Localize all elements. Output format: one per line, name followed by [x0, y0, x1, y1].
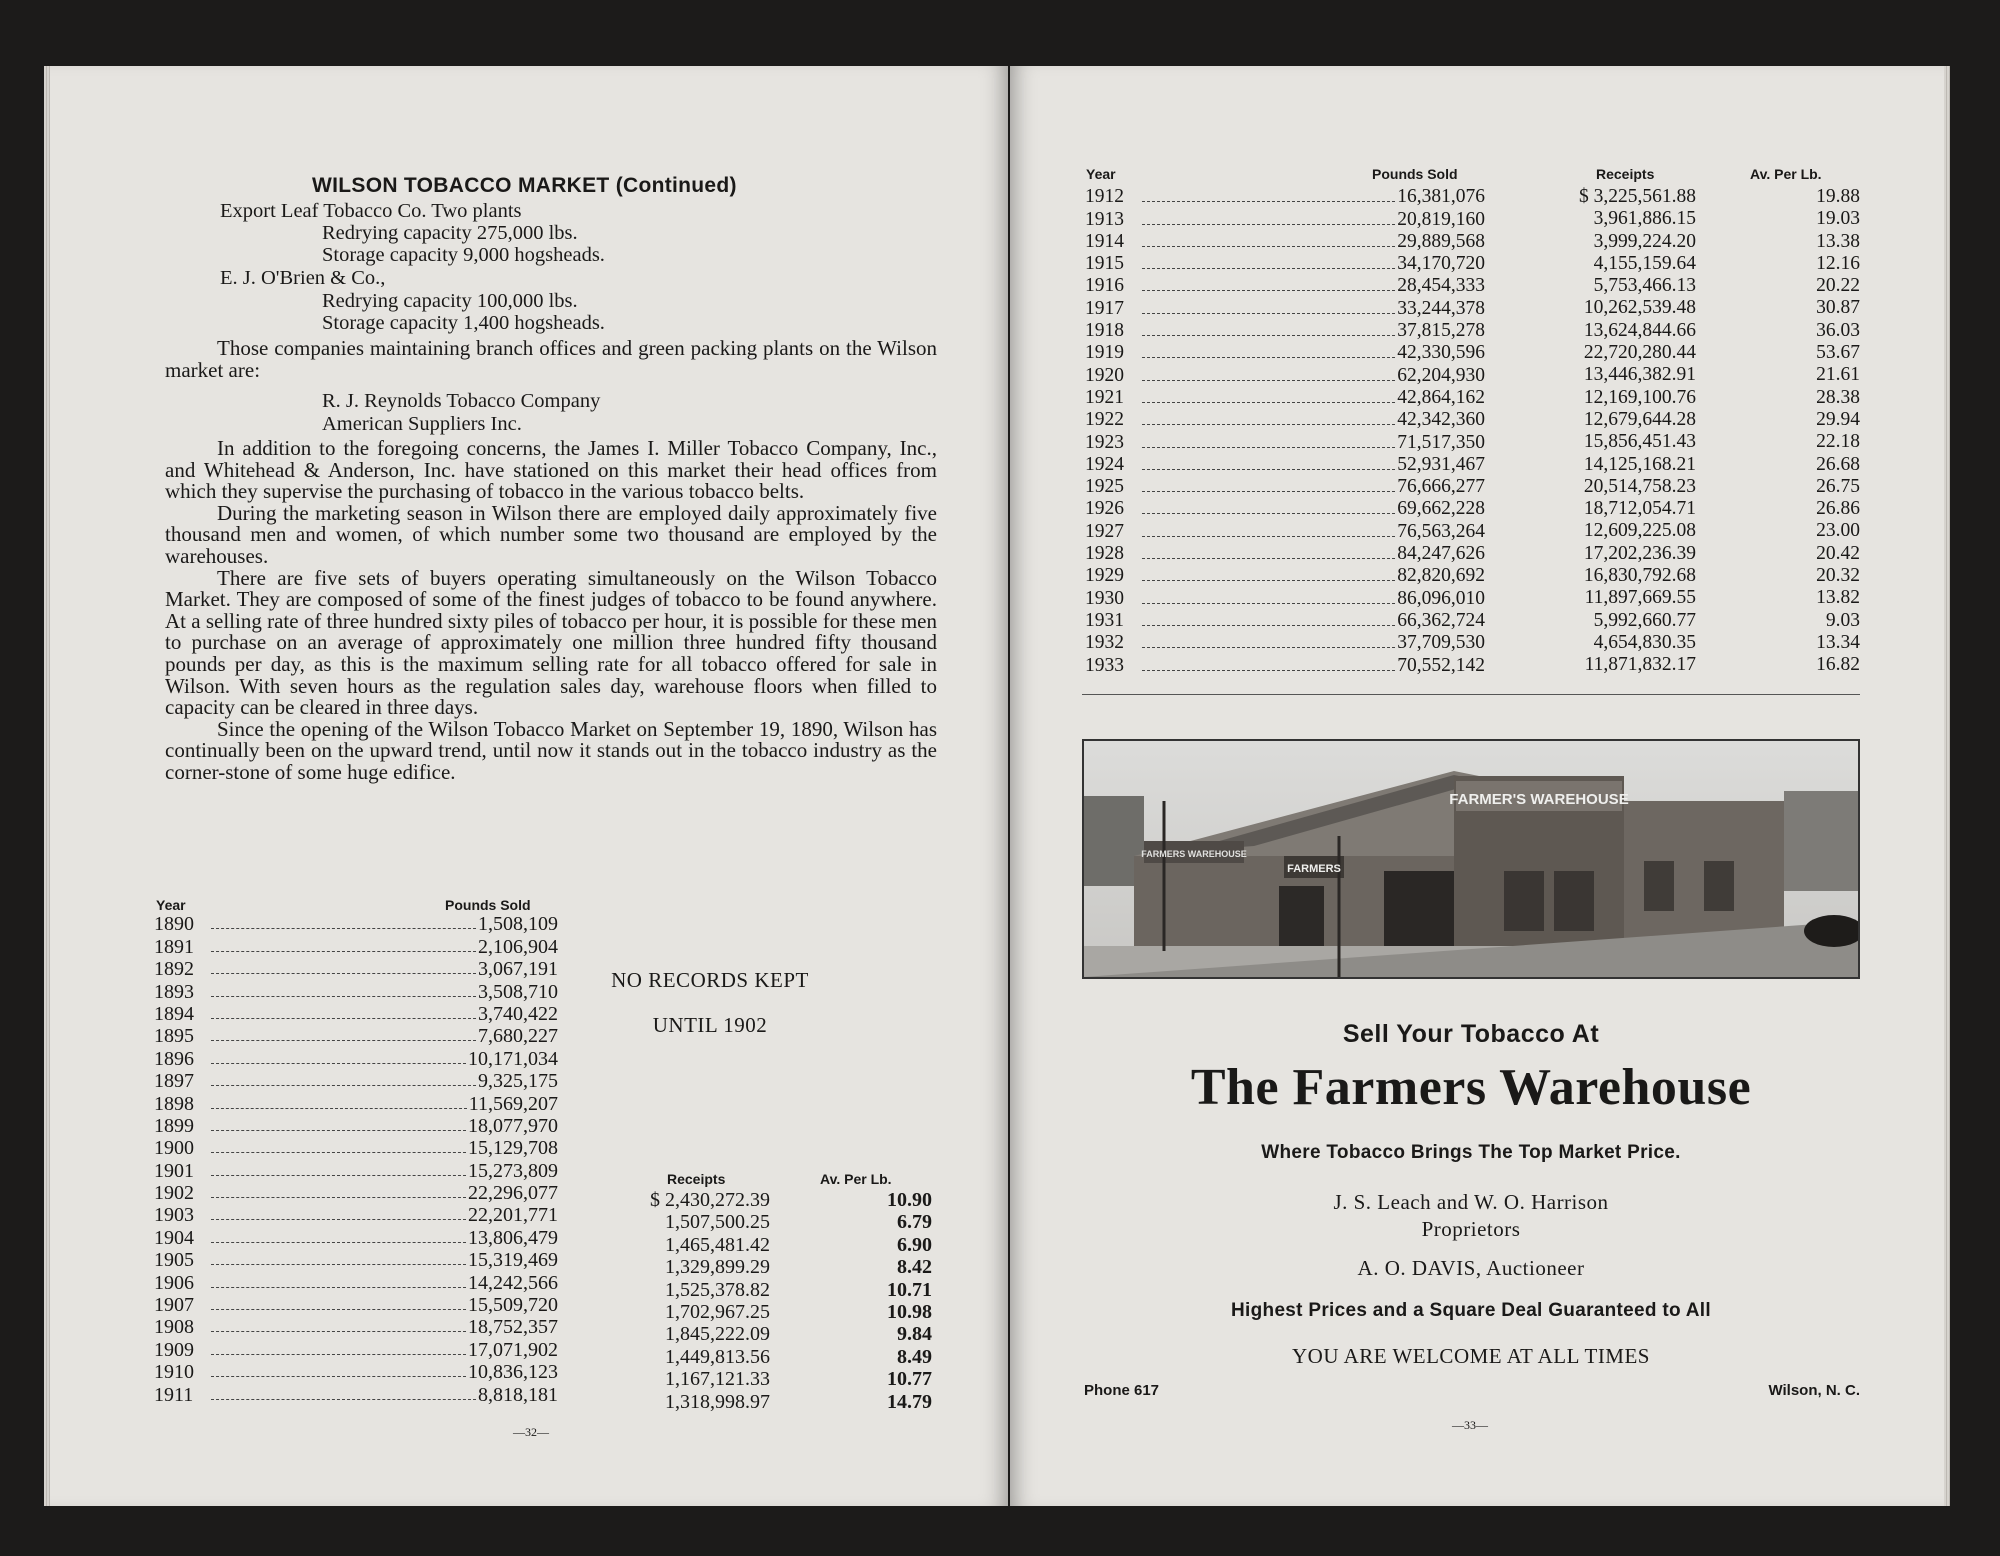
dot-leader — [1142, 268, 1395, 269]
dot-leader — [211, 1219, 466, 1220]
table-row — [1085, 454, 1485, 476]
table-row — [1085, 431, 1485, 453]
year-cell: 1898 — [154, 1092, 194, 1115]
table-row — [1085, 632, 1485, 654]
avg-cell: 20.32 — [1816, 565, 1860, 587]
table-row — [154, 1294, 558, 1316]
pounds-cell: 10,171,034 — [468, 1047, 558, 1070]
avg-cell: 23.00 — [1816, 520, 1860, 542]
avg-cell: 13.82 — [1816, 587, 1860, 609]
dot-leader — [211, 951, 476, 952]
receipts-cell: 12,679,644.28 — [1583, 408, 1696, 430]
year-cell: 1923 — [1085, 431, 1124, 453]
table-row — [154, 1316, 558, 1338]
ad-proprietors-names: J. S. Leach and W. O. Harrison — [1333, 1190, 1609, 1214]
pounds-cell: 22,296,077 — [468, 1182, 558, 1205]
body-paragraphs — [165, 438, 937, 784]
avg-cell: 16.82 — [1816, 654, 1860, 676]
receipts-cell: 5,992,660.77 — [1593, 609, 1696, 631]
dot-leader — [211, 973, 476, 974]
dot-leader — [211, 1309, 466, 1310]
receipts-cell: 20,514,758.23 — [1583, 475, 1696, 497]
receipts-cell: 1,329,899.29 — [665, 1256, 770, 1279]
receipts-cell: 18,712,054.71 — [1583, 498, 1696, 520]
pounds-cell: 76,666,277 — [1397, 476, 1485, 498]
avg-cell: 10.71 — [887, 1278, 932, 1301]
branch-company-2: American Suppliers Inc. — [322, 413, 522, 435]
left-header-receipts: Receipts — [667, 1171, 726, 1187]
table-row — [1085, 297, 1485, 319]
year-cell: 1913 — [1085, 208, 1124, 230]
table-row — [154, 1338, 558, 1360]
pounds-cell: 17,071,902 — [468, 1338, 558, 1361]
ad-title: The Farmers Warehouse — [1190, 1059, 1752, 1116]
avg-cell: 13.38 — [1816, 230, 1860, 252]
right-page-number: —33— — [1452, 1418, 1488, 1432]
year-cell: 1892 — [154, 958, 194, 981]
paragraph-1: In addition to the foregoing concerns, the James I. Miller Tobacco Company, Inc., and Whitehead & Anderson, Inc. have stationed on this market their head offices from which they supervise the purchasing of tobacco in the various tobacco belts. — [165, 436, 937, 504]
paragraph-4: Since the opening of the Wilson Tobacco Market on September 19, 1890, Wilson has continually been on the upward trend, until now it stands out in the tobacco industry as the corner-stone of some huge edifice. — [165, 716, 937, 784]
year-cell: 1919 — [1085, 342, 1124, 364]
table-row — [154, 935, 558, 957]
year-cell: 1925 — [1085, 476, 1124, 498]
pounds-cell: 18,077,970 — [468, 1114, 558, 1137]
receipts-cell: 1,318,998.97 — [665, 1390, 770, 1413]
receipts-cell: 16,830,792.68 — [1583, 565, 1696, 587]
dot-leader — [1142, 491, 1395, 492]
dot-leader — [1142, 469, 1395, 470]
dot-leader — [211, 1354, 466, 1355]
receipts-cell: 17,202,236.39 — [1583, 542, 1696, 564]
pounds-cell: 82,820,692 — [1397, 565, 1485, 587]
pounds-cell: 62,204,930 — [1397, 364, 1485, 386]
right-pounds-table — [1085, 186, 1485, 677]
receipts-cell: 15,856,451.43 — [1583, 431, 1696, 453]
dot-leader — [211, 1063, 466, 1064]
pounds-cell: 34,170,720 — [1397, 253, 1485, 275]
right-page-edge — [1944, 66, 1950, 1506]
receipts-cell: 14,125,168.21 — [1583, 453, 1696, 475]
photo-sign-main: FARMER'S WAREHOUSE — [1449, 791, 1629, 808]
year-cell: 1900 — [154, 1137, 194, 1160]
avg-cell: 9.84 — [897, 1323, 932, 1346]
year-cell: 1908 — [154, 1316, 194, 1339]
avg-cell: 19.03 — [1816, 208, 1860, 230]
right-header-avg: Av. Per Lb. — [1750, 166, 1822, 182]
receipts-cell: $ 3,225,561.88 — [1579, 186, 1696, 207]
table-row — [1085, 654, 1485, 676]
receipts-cell: 4,155,159.64 — [1593, 252, 1696, 274]
year-cell: 1920 — [1085, 364, 1124, 386]
receipts-cell: 3,961,886.15 — [1593, 208, 1696, 230]
dot-leader — [211, 1152, 466, 1153]
year-cell: 1924 — [1085, 453, 1124, 475]
receipts-cell: 1,845,222.09 — [665, 1323, 770, 1346]
pounds-cell: 37,709,530 — [1397, 632, 1485, 654]
avg-cell: 10.90 — [887, 1189, 932, 1211]
dot-leader — [1142, 402, 1395, 403]
pounds-cell: 22,201,771 — [468, 1204, 558, 1227]
left-header-pounds: Pounds Sold — [445, 897, 531, 913]
avg-cell: 36.03 — [1816, 319, 1860, 341]
right-receipts-column — [1500, 186, 1696, 677]
pounds-cell: 69,662,228 — [1397, 498, 1485, 520]
pounds-cell: 66,362,724 — [1397, 609, 1485, 631]
right-header-year: Year — [1086, 166, 1116, 182]
dot-leader — [1142, 603, 1395, 604]
right-header-pounds: Pounds Sold — [1372, 166, 1458, 182]
pounds-cell: 11,569,207 — [468, 1092, 558, 1115]
table-row — [1085, 476, 1485, 498]
receipts-cell: 3,999,224.20 — [1593, 230, 1696, 252]
pounds-cell: 70,552,142 — [1397, 654, 1485, 676]
pounds-cell: 13,806,479 — [468, 1226, 558, 1249]
dot-leader — [211, 1331, 466, 1332]
dot-leader — [1142, 647, 1395, 648]
warehouse-illustration — [1084, 741, 1858, 977]
avg-cell: 20.42 — [1816, 542, 1860, 564]
pounds-cell: 3,067,191 — [478, 958, 558, 981]
receipts-cell: 11,897,669.55 — [1584, 587, 1696, 609]
receipts-cell: 13,446,382.91 — [1583, 364, 1696, 386]
table-row — [154, 1249, 558, 1271]
dot-leader — [211, 1040, 476, 1041]
year-cell: 1915 — [1085, 253, 1124, 275]
pounds-cell: 15,273,809 — [468, 1159, 558, 1182]
dot-leader — [1142, 513, 1395, 514]
avg-cell: 20.22 — [1816, 275, 1860, 297]
receipts-cell: 1,465,481.42 — [665, 1233, 770, 1256]
table-row — [154, 1204, 558, 1226]
branch-intro-paragraph — [165, 338, 937, 381]
pounds-cell: 1,508,109 — [478, 913, 558, 936]
table-row — [154, 1003, 558, 1025]
receipts-cell: 12,609,225.08 — [1583, 520, 1696, 542]
pounds-cell: 42,330,596 — [1397, 342, 1485, 364]
dot-leader — [1142, 224, 1395, 225]
obrien-redrying: Redrying capacity 100,000 lbs. — [322, 290, 578, 312]
obrien-company: E. J. O'Brien & Co., — [220, 267, 386, 289]
dot-leader — [211, 1197, 466, 1198]
dot-leader — [1142, 201, 1395, 202]
pounds-cell: 86,096,010 — [1397, 587, 1485, 609]
dot-leader — [1142, 447, 1395, 448]
dot-leader — [1142, 580, 1395, 581]
dot-leader — [211, 928, 476, 929]
year-cell: 1896 — [154, 1047, 194, 1070]
pounds-cell: 3,508,710 — [478, 980, 558, 1003]
year-cell: 1922 — [1085, 409, 1124, 431]
right-header-receipts: Receipts — [1596, 166, 1655, 182]
table-row — [1085, 208, 1485, 230]
receipts-cell: 1,507,500.25 — [665, 1211, 770, 1234]
year-cell: 1917 — [1085, 297, 1124, 319]
table-row — [154, 1047, 558, 1069]
avg-cell: 6.90 — [897, 1233, 932, 1256]
year-cell: 1921 — [1085, 386, 1124, 408]
avg-cell: 19.88 — [1816, 186, 1860, 207]
dot-leader — [1142, 357, 1395, 358]
year-cell: 1897 — [154, 1070, 194, 1093]
dot-leader — [211, 1085, 476, 1086]
photo-sign-small: FARMERS — [1287, 863, 1341, 875]
no-records-line-1: NO RECORDS KEPT — [611, 968, 809, 992]
ad-welcome: YOU ARE WELCOME AT ALL TIMES — [1292, 1344, 1650, 1368]
avg-cell: 26.75 — [1816, 475, 1860, 497]
table-row — [154, 958, 558, 980]
dot-leader — [211, 1376, 466, 1377]
pounds-cell: 42,342,360 — [1397, 409, 1485, 431]
table-row — [154, 1271, 558, 1293]
ad-proprietors-label: Proprietors — [1421, 1217, 1521, 1241]
year-cell: 1907 — [154, 1294, 194, 1317]
dot-leader — [211, 1018, 476, 1019]
pounds-cell: 33,244,378 — [1397, 297, 1485, 319]
avg-cell: 21.61 — [1816, 364, 1860, 386]
dot-leader — [211, 1287, 466, 1288]
table-row — [1085, 275, 1485, 297]
year-cell: 1895 — [154, 1025, 194, 1048]
left-header-year: Year — [156, 897, 186, 913]
dot-leader — [1142, 335, 1395, 336]
pounds-cell: 7,680,227 — [478, 1025, 558, 1048]
dot-leader — [1142, 290, 1395, 291]
year-cell: 1899 — [154, 1114, 194, 1137]
year-cell: 1909 — [154, 1338, 194, 1361]
dot-leader — [211, 1399, 476, 1400]
table-row — [1085, 186, 1485, 208]
avg-cell: 22.18 — [1816, 431, 1860, 453]
year-cell: 1918 — [1085, 320, 1124, 342]
avg-cell: 14.79 — [887, 1390, 932, 1413]
pounds-cell: 84,247,626 — [1397, 543, 1485, 565]
year-cell: 1893 — [154, 980, 194, 1003]
table-row — [1085, 387, 1485, 409]
pounds-cell: 28,454,333 — [1397, 275, 1485, 297]
pounds-cell: 14,242,566 — [468, 1271, 558, 1294]
table-row — [1085, 253, 1485, 275]
obrien-storage: Storage capacity 1,400 hogsheads. — [322, 312, 605, 334]
export-leaf-company: Export Leaf Tobacco Co. Two plants — [220, 200, 522, 222]
pounds-cell: 8,818,181 — [478, 1383, 558, 1406]
dot-leader — [211, 1264, 466, 1265]
year-cell: 1904 — [154, 1226, 194, 1249]
table-row — [1085, 543, 1485, 565]
table-row — [1085, 320, 1485, 342]
avg-cell: 53.67 — [1816, 342, 1860, 364]
pounds-cell: 71,517,350 — [1397, 431, 1485, 453]
ad-tagline: Where Tobacco Brings The Top Market Price. — [1261, 1142, 1681, 1163]
left-receipts-column — [600, 1189, 770, 1413]
no-records-line-2: UNTIL 1902 — [652, 1013, 768, 1037]
avg-cell: 30.87 — [1816, 297, 1860, 319]
pounds-cell: 42,864,162 — [1397, 386, 1485, 408]
avg-cell: 9.03 — [1825, 609, 1860, 631]
pounds-cell: 29,889,568 — [1397, 230, 1485, 252]
year-cell: 1927 — [1085, 520, 1124, 542]
table-row — [1085, 587, 1485, 609]
avg-cell: 12.16 — [1816, 252, 1860, 274]
dot-leader — [211, 1175, 466, 1176]
table-row — [1085, 364, 1485, 386]
year-cell: 1894 — [154, 1002, 194, 1025]
table-row — [154, 1115, 558, 1137]
receipts-cell: 5,753,466.13 — [1593, 275, 1696, 297]
right-avg-column — [1750, 186, 1860, 677]
pounds-cell: 9,325,175 — [478, 1070, 558, 1093]
left-page-number: —32— — [513, 1425, 549, 1439]
year-cell: 1905 — [154, 1249, 194, 1272]
table-row — [154, 980, 558, 1002]
table-row — [154, 1182, 558, 1204]
table-row — [154, 1159, 558, 1181]
table-row — [154, 1137, 558, 1159]
avg-cell: 10.98 — [887, 1300, 932, 1323]
pounds-cell: 52,931,467 — [1397, 453, 1485, 475]
year-cell: 1931 — [1085, 609, 1124, 631]
pounds-cell: 10,836,123 — [468, 1361, 558, 1384]
year-cell: 1901 — [154, 1159, 194, 1182]
page-title: WILSON TOBACCO MARKET (Continued) — [312, 174, 737, 197]
ad-line-1: Sell Your Tobacco At — [1342, 1020, 1600, 1048]
left-pounds-table — [154, 913, 558, 1406]
avg-cell: 8.42 — [897, 1256, 932, 1279]
avg-cell: 6.79 — [897, 1211, 932, 1234]
year-cell: 1930 — [1085, 587, 1124, 609]
year-cell: 1890 — [154, 913, 194, 936]
farmers-warehouse-photo — [1082, 739, 1860, 979]
receipts-cell: 13,624,844.66 — [1583, 319, 1696, 341]
branch-intro-text: Those companies maintaining branch offices and green packing plants on the Wilson market are: — [165, 336, 937, 382]
branch-company-1: R. J. Reynolds Tobacco Company — [322, 390, 601, 412]
pounds-cell: 2,106,904 — [478, 935, 558, 958]
year-cell: 1910 — [154, 1361, 194, 1384]
ad-location: Wilson, N. C. — [1768, 1382, 1860, 1399]
ad-guarantee: Highest Prices and a Square Deal Guaranteed to All — [1231, 1300, 1711, 1321]
table-row — [1085, 231, 1485, 253]
table-divider — [1082, 694, 1860, 695]
pounds-cell: 15,509,720 — [468, 1294, 558, 1317]
pounds-cell: 37,815,278 — [1397, 320, 1485, 342]
ad-phone: Phone 617 — [1084, 1382, 1160, 1399]
year-cell: 1903 — [154, 1204, 194, 1227]
dot-leader — [1142, 246, 1395, 247]
year-cell: 1926 — [1085, 498, 1124, 520]
table-row — [154, 1025, 558, 1047]
dot-leader — [1142, 558, 1395, 559]
year-cell: 1933 — [1085, 654, 1124, 676]
pounds-cell: 16,381,076 — [1397, 186, 1485, 208]
dot-leader — [1142, 625, 1395, 626]
table-row — [1085, 565, 1485, 587]
year-cell: 1912 — [1085, 186, 1124, 208]
receipts-cell: 11,871,832.17 — [1584, 654, 1696, 676]
receipts-cell: 12,169,100.76 — [1583, 386, 1696, 408]
year-cell: 1914 — [1085, 230, 1124, 252]
table-row — [154, 913, 558, 935]
dot-leader — [1142, 424, 1395, 425]
dot-leader — [211, 1130, 466, 1131]
year-cell: 1928 — [1085, 543, 1124, 565]
year-cell: 1891 — [154, 935, 194, 958]
receipts-cell: 10,262,539.48 — [1583, 297, 1696, 319]
pounds-cell: 76,563,264 — [1397, 520, 1485, 542]
avg-cell: 26.86 — [1816, 498, 1860, 520]
receipts-cell: 1,449,813.56 — [665, 1345, 770, 1368]
receipts-cell: $ 2,430,272.39 — [650, 1189, 770, 1211]
avg-cell: 10.77 — [887, 1368, 932, 1391]
avg-cell: 29.94 — [1816, 408, 1860, 430]
table-row — [1085, 520, 1485, 542]
year-cell: 1932 — [1085, 632, 1124, 654]
receipts-cell: 1,167,121.33 — [665, 1368, 770, 1391]
pounds-cell: 20,819,160 — [1397, 208, 1485, 230]
pounds-cell: 3,740,422 — [478, 1002, 558, 1025]
year-cell: 1906 — [154, 1271, 194, 1294]
dot-leader — [211, 1242, 466, 1243]
table-row — [154, 1092, 558, 1114]
pounds-cell: 15,319,469 — [468, 1249, 558, 1272]
pounds-cell: 18,752,357 — [468, 1316, 558, 1339]
pounds-cell: 15,129,708 — [468, 1137, 558, 1160]
paragraph-2: During the marketing season in Wilson there are employed daily approximately five thousand men and women, of which number some two thousand are employed by the warehouses. — [165, 500, 937, 568]
dot-leader — [1142, 536, 1395, 537]
table-row — [154, 1070, 558, 1092]
dot-leader — [211, 996, 476, 997]
year-cell: 1929 — [1085, 565, 1124, 587]
year-cell: 1911 — [154, 1383, 194, 1406]
receipts-cell: 22,720,280.44 — [1583, 342, 1696, 364]
dot-leader — [1142, 313, 1395, 314]
receipts-cell: 1,525,378.82 — [665, 1278, 770, 1301]
avg-cell: 26.68 — [1816, 453, 1860, 475]
table-row — [1085, 342, 1485, 364]
dot-leader — [211, 1108, 467, 1109]
avg-cell: 28.38 — [1816, 386, 1860, 408]
export-redrying: Redrying capacity 275,000 lbs. — [322, 222, 578, 244]
dot-leader — [1142, 670, 1395, 671]
avg-cell: 8.49 — [897, 1345, 932, 1368]
export-storage: Storage capacity 9,000 hogsheads. — [322, 244, 605, 266]
table-row — [1085, 409, 1485, 431]
left-header-avg: Av. Per Lb. — [820, 1171, 892, 1187]
ad-auctioneer: A. O. DAVIS, Auctioneer — [1357, 1256, 1585, 1280]
left-avg-column — [820, 1189, 932, 1413]
photo-sign-side: FARMERS WAREHOUSE — [1141, 849, 1247, 859]
table-row — [154, 1361, 558, 1383]
table-row — [154, 1383, 558, 1405]
year-cell: 1916 — [1085, 275, 1124, 297]
table-row — [1085, 610, 1485, 632]
paragraph-3: There are five sets of buyers operating simultaneously on the Wilson Tobacco Market. They are composed of some of the finest judges of tobacco to be found anywhere. At a selling rate of three hundred sixty piles of tobacco per hour, it is possible for these men to purchase on an average of approximately one million three hundred fifty thousand pounds per day, as this is the maximum selling rate for all tobacco offered for sale in Wilson. With seven hours as the regulation sales day, warehouse floors when filled to capacity can be cleared in three days. — [165, 565, 937, 720]
year-cell: 1902 — [154, 1182, 194, 1205]
receipts-cell: 1,702,967.25 — [665, 1300, 770, 1323]
avg-cell: 13.34 — [1816, 631, 1860, 653]
receipts-cell: 4,654,830.35 — [1593, 631, 1696, 653]
table-row — [1085, 498, 1485, 520]
dot-leader — [1142, 380, 1395, 381]
table-row — [154, 1226, 558, 1248]
